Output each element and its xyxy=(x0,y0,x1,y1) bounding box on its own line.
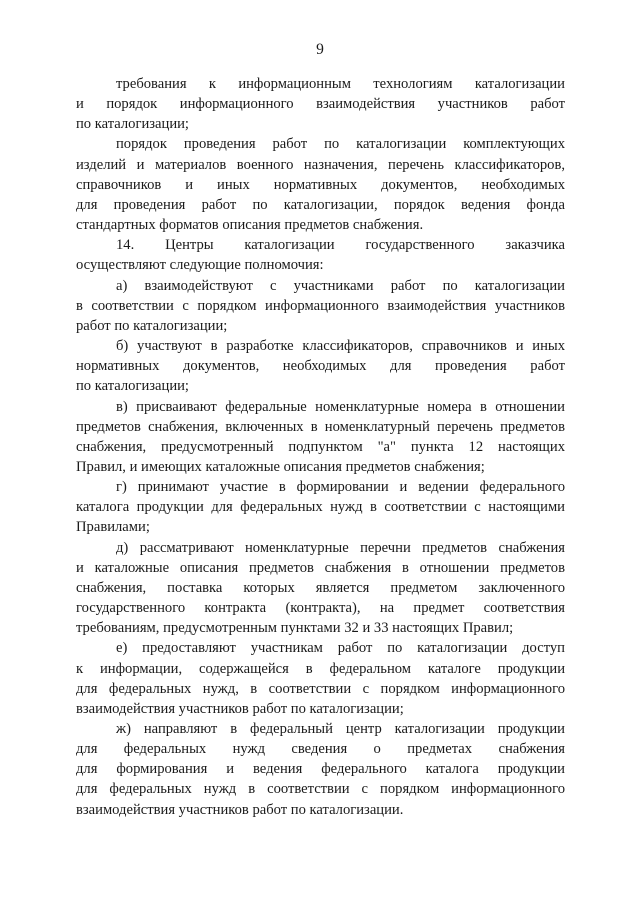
text-line: в) присваивают федеральные номенклатурные номера в отношении xyxy=(116,398,565,415)
text-line: к информации, содержащейся в федеральном каталоге продукции xyxy=(76,660,565,677)
text-line: по каталогизации; xyxy=(76,378,189,395)
text-line: Правил, и имеющих каталожные описания предметов снабжения; xyxy=(76,458,485,475)
text-line: и порядок информационного взаимодействия участников работ xyxy=(76,96,565,113)
text-line: г) принимают участие в формировании и ведении федерального xyxy=(116,479,565,496)
text-line: стандартных форматов описания предметов снабжения. xyxy=(76,217,424,234)
text-line: е) предоставляют участникам работ по каталогизации доступ xyxy=(116,640,565,657)
text-line: для федеральных нужд сведения о предметах снабжения xyxy=(76,741,565,758)
document-body xyxy=(76,74,565,820)
text-line: 14. Центры каталогизации государственного заказчика xyxy=(116,237,565,254)
text-line: по каталогизации; xyxy=(76,116,189,133)
text-line: снабжения, предусмотренный подпунктом "а" пункта 12 настоящих xyxy=(76,438,565,455)
text-line: взаимодействия участников работ по каталогизации; xyxy=(76,700,404,717)
text-line: взаимодействия участников работ по каталогизации. xyxy=(76,801,404,818)
text-line: справочников и иных нормативных документов, необходимых xyxy=(76,176,565,193)
text-line: а) взаимодействуют с участниками работ по каталогизации xyxy=(116,277,565,294)
text-line: порядок проведения работ по каталогизации комплектующих xyxy=(116,136,565,153)
text-line: предметов снабжения, включенных в номенклатурный перечень предметов xyxy=(76,418,565,435)
text-line: изделий и материалов военного назначения, перечень классификаторов, xyxy=(76,156,565,173)
text-line: осуществляют следующие полномочия: xyxy=(76,257,324,274)
text-line: ж) направляют в федеральный центр каталогизации продукции xyxy=(116,721,565,737)
text-line: требования к информационным технологиям каталогизации xyxy=(116,76,565,92)
text-line: б) участвуют в разработке классификаторов, справочников и иных xyxy=(116,338,565,355)
text-line: нормативных документов, необходимых для проведения работ xyxy=(76,358,565,375)
text-line: снабжения, поставка которых является предметом заключенного xyxy=(76,579,565,596)
text-line: для федеральных нужд, в соответствии с порядком информационного xyxy=(76,680,565,697)
text-line: государственного контракта (контракта), на предмет соответствия xyxy=(76,600,565,617)
text-line: для проведения работ по каталогизации, порядок ведения фонда xyxy=(76,196,565,213)
text-line: Правилами; xyxy=(76,519,150,536)
text-line: в соответствии с порядком информационного взаимодействия участников xyxy=(76,297,565,314)
text-line: и каталожные описания предметов снабжения в отношении предметов xyxy=(76,559,565,576)
text-line: работ по каталогизации; xyxy=(76,317,228,334)
page-number: 9 xyxy=(316,41,324,58)
text-line: д) рассматривают номенклатурные перечни предметов снабжения xyxy=(116,539,565,556)
text-line: требованиям, предусмотренным пунктами 32 и 33 настоящих Правил; xyxy=(76,620,514,637)
text-line: для формирования и ведения федерального каталога продукции xyxy=(76,761,565,778)
text-line: для федеральных нужд в соответствии с порядком информационного xyxy=(76,781,565,798)
text-line: каталога продукции для федеральных нужд в соответствии с настоящими xyxy=(76,499,565,516)
